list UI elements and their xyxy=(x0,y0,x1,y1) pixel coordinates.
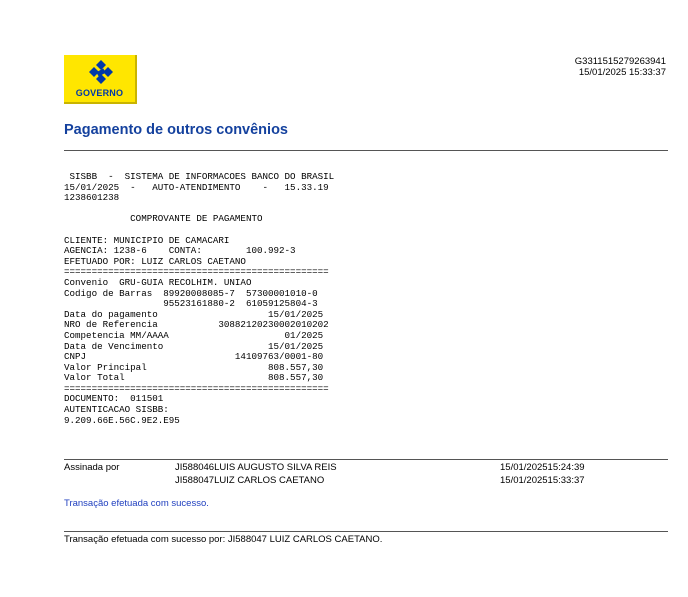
receipt-line: CNPJ 14109763/0001-80 xyxy=(64,351,324,363)
signed-by-label: Assinada por xyxy=(64,462,120,473)
bb-logo-icon xyxy=(86,59,116,87)
title-divider xyxy=(64,150,668,151)
receipt-line: SISBB - SISTEMA DE INFORMACOES BANCO DO BRASIL xyxy=(64,171,335,182)
success-message: Transação efetuada com sucesso. xyxy=(64,498,209,509)
receipt-line: 1238601238 xyxy=(64,192,120,204)
page-title: Pagamento de outros convênios xyxy=(64,122,288,138)
receipt-line: Data de Vencimento 15/01/2025 xyxy=(64,340,324,352)
receipt-line: Codigo de Barras 89920008085-7 57300001010-0 xyxy=(64,287,318,299)
footer-confirmation: Transação efetuada com sucesso por: JI588047 LUIZ CARLOS CAETANO. xyxy=(64,534,383,545)
receipt-line: AGENCIA: 1238-6 CONTA: 100.992-3 xyxy=(64,245,296,257)
receipt-line: 95523161880-2 61059125804-3 xyxy=(64,298,318,310)
receipt-line: NRO de Referencia 30882120230002010202 xyxy=(64,319,329,331)
receipt-line: Valor Total 808.557,30 xyxy=(64,372,324,384)
receipt-line: 9.209.66E.56C.9E2.E95 xyxy=(64,414,180,426)
receipt-line: 15/01/2025 - AUTO-ATENDIMENTO - 15.33.19 xyxy=(64,181,329,193)
payment-receipt xyxy=(64,172,334,426)
receipt-line: ================================================ xyxy=(64,382,329,394)
receipt-line: Convenio GRU-GUIA RECOLHIM. UNIAO xyxy=(64,276,252,288)
receipt-line: AUTENTICACAO SISBB: xyxy=(64,404,169,416)
receipt-line: EFETUADO POR: LUIZ CARLOS CAETANO xyxy=(64,255,246,267)
signer-name-1: JI588046LUIS AUGUSTO SILVA REIS xyxy=(175,462,337,473)
reference-block xyxy=(575,56,666,78)
receipt-line: Valor Principal 808.557,30 xyxy=(64,361,324,373)
reference-datetime: 15/01/2025 15:33:37 xyxy=(578,67,666,78)
receipt-line: CLIENTE: MUNICIPIO DE CAMACARI xyxy=(64,234,230,246)
receipt-line: Data do pagamento 15/01/2025 xyxy=(64,308,324,320)
logo-text: GOVERNO xyxy=(75,88,124,98)
receipt-line: Competencia MM/AAAA 01/2025 xyxy=(64,329,324,341)
banco-do-brasil-logo xyxy=(64,55,137,104)
receipt-line xyxy=(64,225,334,236)
signature-divider xyxy=(64,459,668,460)
reference-code: G3311515279263941 xyxy=(574,56,666,67)
signer-datetime-2: 15/01/202515:33:37 xyxy=(500,475,585,486)
receipt-line: ================================================ xyxy=(64,266,329,278)
receipt-line: DOCUMENTO: 011501 xyxy=(64,393,164,405)
signer-datetime-1: 15/01/202515:24:39 xyxy=(500,462,585,473)
receipt-line: COMPROVANTE DE PAGAMENTO xyxy=(64,213,263,225)
signer-name-2: JI588047LUIZ CARLOS CAETANO xyxy=(175,475,325,486)
footer-divider xyxy=(64,531,668,532)
